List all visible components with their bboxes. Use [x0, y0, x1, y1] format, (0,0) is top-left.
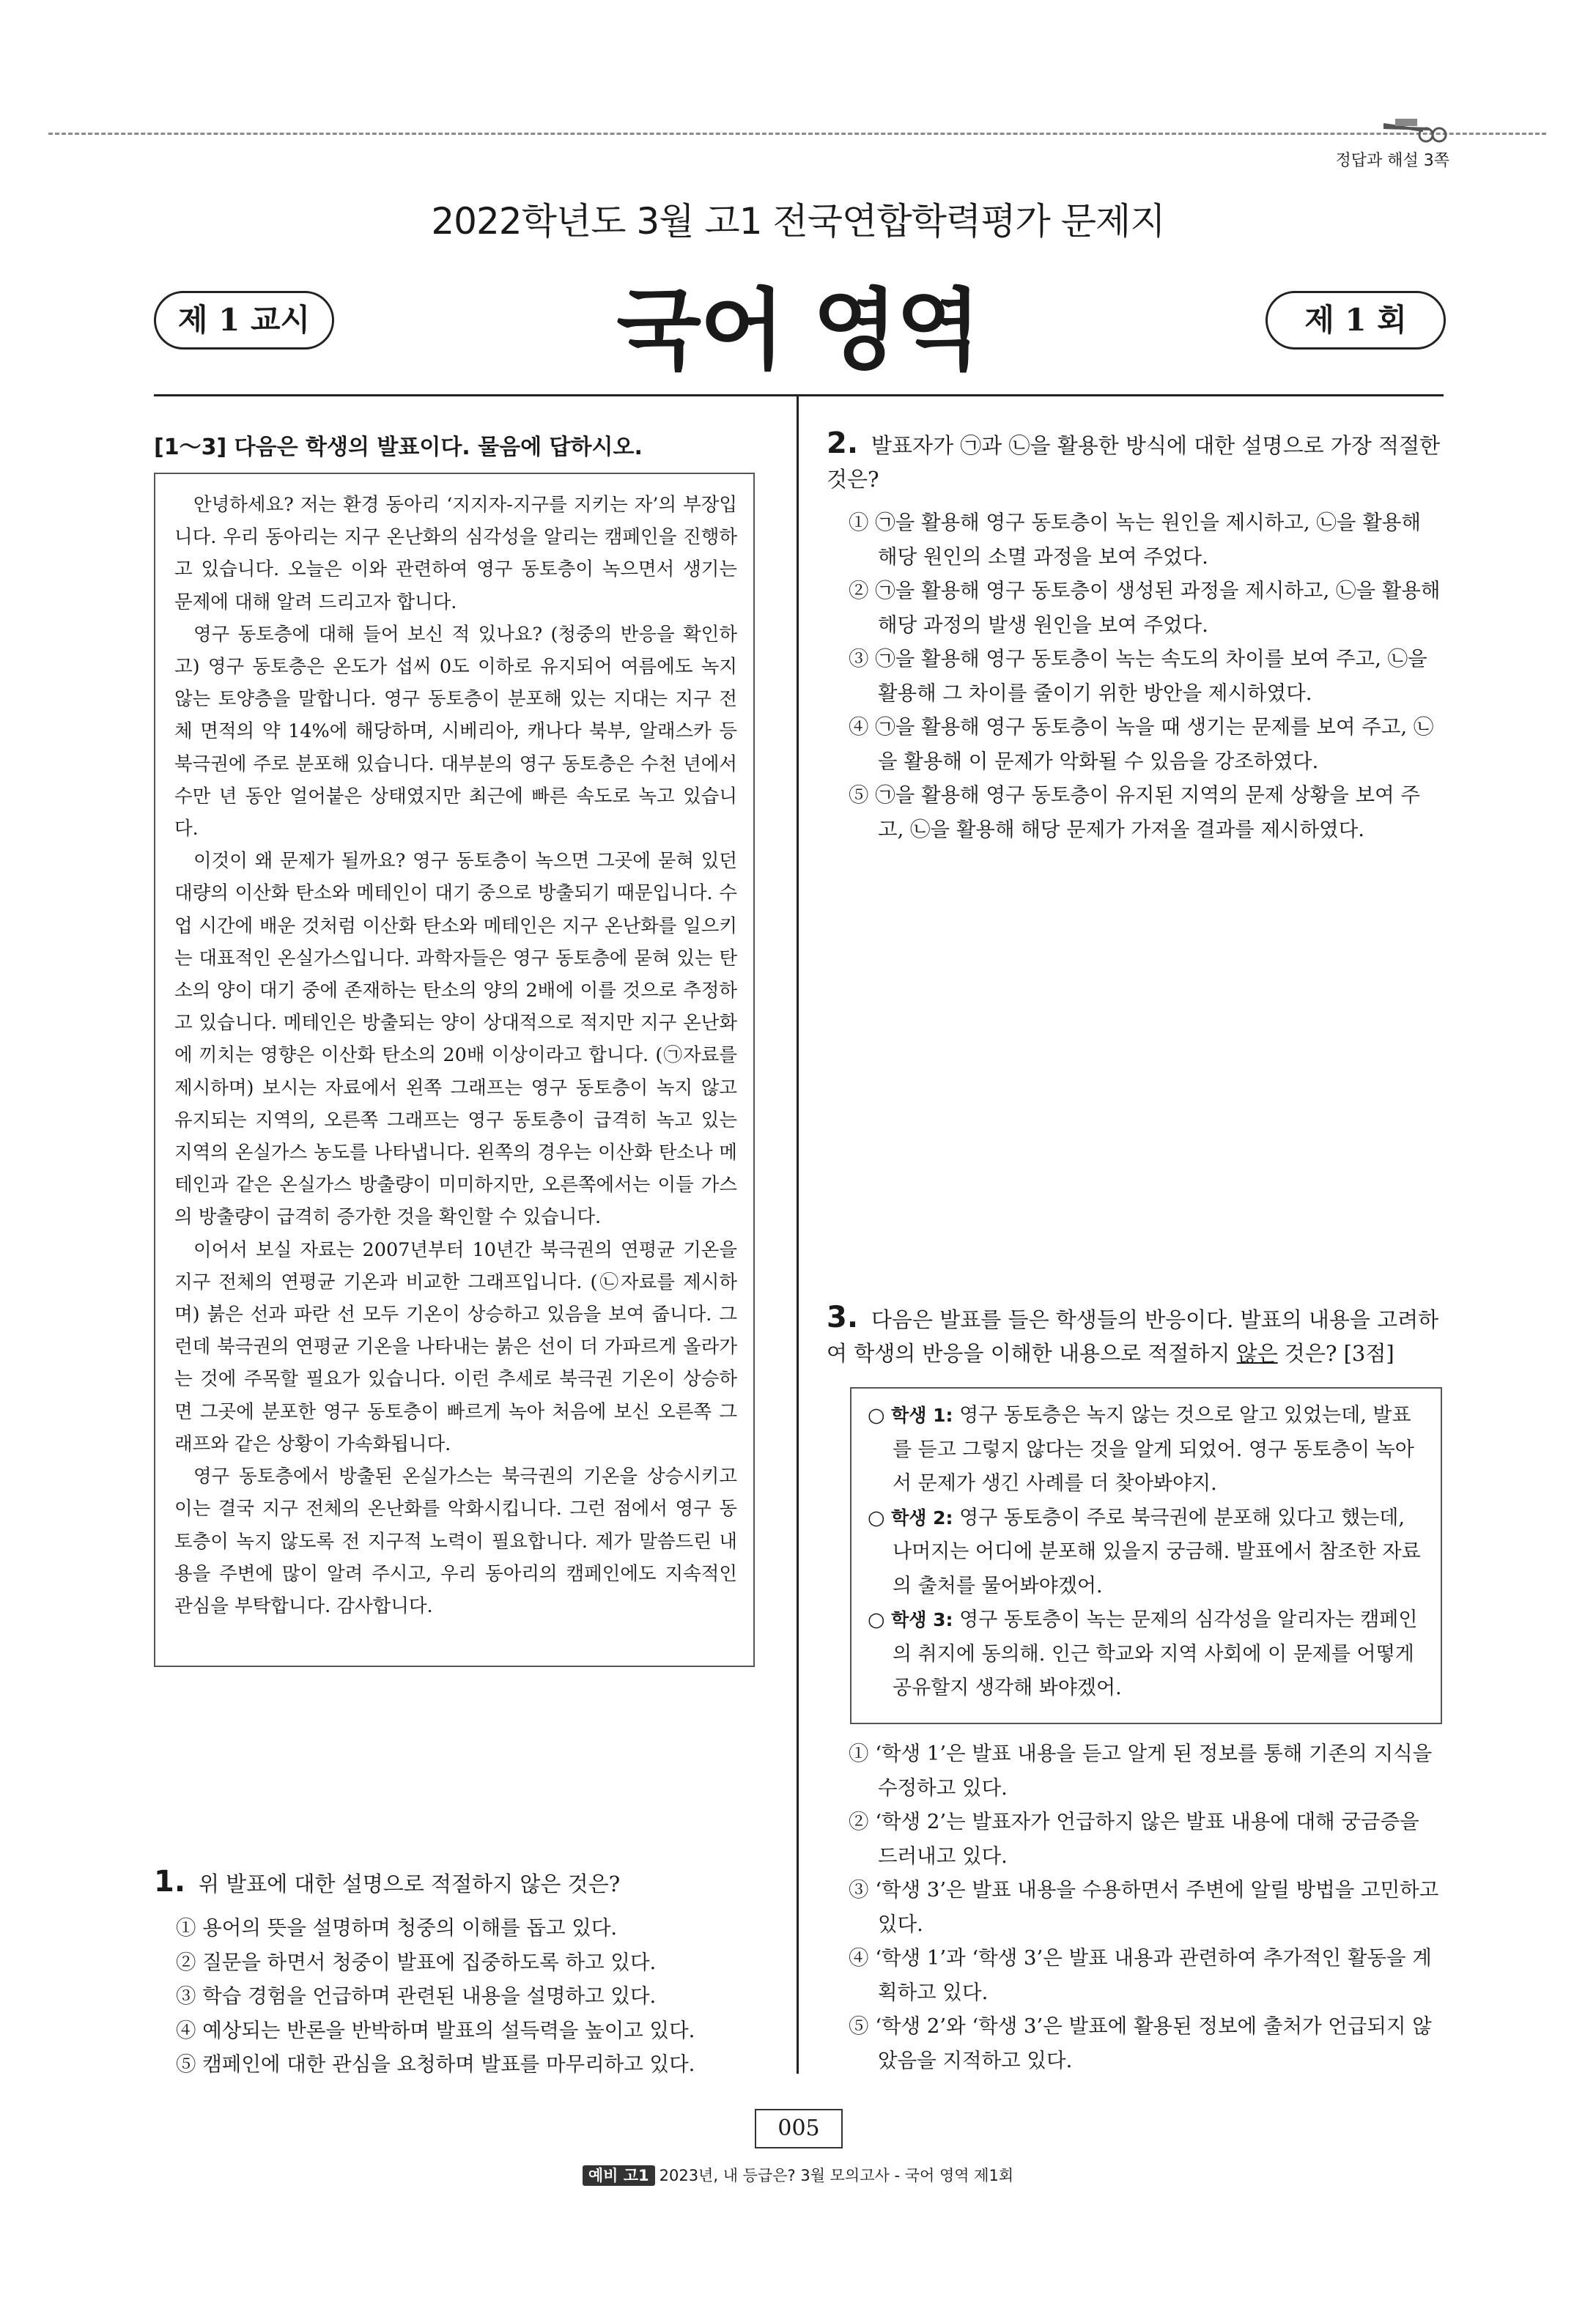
answer-option[interactable]: ⑤ 캠페인에 대한 관심을 요청하며 발표를 마무리하고 있다.	[176, 2052, 695, 2076]
reaction-item	[868, 1603, 1425, 1706]
student-reactions-box	[850, 1387, 1442, 1724]
answer-option[interactable]: ① 용어의 뜻을 설명하며 청중의 이해를 돕고 있다.	[176, 1916, 618, 1940]
question-2-options	[849, 506, 1444, 846]
footer	[0, 2164, 1596, 2186]
column-divider	[797, 394, 799, 2074]
reaction-speaker: 학생 2:	[891, 1507, 953, 1529]
answer-option[interactable]: ③ ㉠을 활용해 영구 동토층이 녹는 속도의 차이를 보여 주고, ㉡을 활용해 그 차이를 줄이기 위한 방안을 제시하였다.	[849, 647, 1427, 705]
reaction-text: 영구 동토층이 녹는 문제의 심각성을 알리자는 캠페인의 취지에 동의해. 인근 학교와 지역 사회에 이 문제를 어떻게 공유할지 생각해 봐야겠어.	[893, 1608, 1418, 1699]
period-badge: 제 1 교시	[154, 291, 334, 350]
section-heading: [1～3] 다음은 학생의 발표이다. 물음에 답하시오.	[154, 435, 643, 460]
question-3-options	[849, 1737, 1444, 2077]
passage-paragraph: 이어서 보실 자료는 2007년부터 10년간 북극권의 연평균 기온을 지구 전체의 연평균 기온과 비교한 그래프입니다. (㉡자료를 제시하며) 붉은 선과 파란 선 모두 기온이 상승하고 있음을 보여 줍니다. 그런데 북극권의 연평균 기온을 나타내는 붉은 선이 더 가파르게 올라가는 것에 주목할 필요가 있습니다. 이런 추세로 북극권 기온이 상승하면 그곳에 분포한 영구 동토층이 빠르게 녹아 처음에 보신 오른쪽 그래프와 같은 상황이 가속화됩니다.	[174, 1238, 737, 1455]
answer-option[interactable]: ③ ‘학생 3’은 발표 내용을 수용하면서 주변에 알릴 방법을 고민하고 있다.	[849, 1878, 1439, 1936]
answer-option[interactable]: ② ‘학생 2’는 발표자가 언급하지 않은 발표 내용에 대해 궁금증을 드러내고 있다.	[849, 1810, 1419, 1868]
footer-tag: 예비 고1	[583, 2165, 655, 2186]
reaction-item	[868, 1501, 1425, 1604]
reaction-text: 영구 동토층은 녹지 않는 것으로 알고 있었는데, 발표를 듣고 그렇지 않다는 것을 알게 되었어. 영구 동토층이 녹아서 문제가 생긴 사례를 더 찾아봐야지.	[893, 1404, 1414, 1495]
question-stem-b: 것은? [3점]	[1277, 1341, 1394, 1366]
circle-bullet-icon: ○	[868, 1404, 892, 1427]
reaction-speaker: 학생 3:	[891, 1609, 953, 1630]
question-2	[827, 426, 1444, 496]
question-number: 2.	[827, 426, 859, 460]
question-stem: 발표자가 ㉠과 ㉡을 활용한 방식에 대한 설명으로 가장 적절한 것은?	[827, 433, 1441, 492]
passage-paragraph: 영구 동토층에서 방출된 온실가스는 북극권의 기온을 상승시키고 이는 결국 지구 전체의 온난화를 악화시킵니다. 그런 점에서 영구 동토층이 녹지 않도록 전 지구적 노력이 필요합니다. 제가 말씀드린 내용을 주변에 많이 알려 주시고, 우리 동아리의 캠페인에도 지속적인 관심을 부탁합니다. 감사합니다.	[174, 1466, 737, 1617]
answer-option[interactable]: ② ㉠을 활용해 영구 동토층이 생성된 과정을 제시하고, ㉡을 활용해 해당 과정의 발생 원인을 보여 주었다.	[849, 579, 1441, 637]
answer-option[interactable]: ③ 학습 경험을 언급하며 관련된 내용을 설명하고 있다.	[176, 1984, 657, 2008]
answer-option[interactable]: ② 질문을 하면서 청중이 발표에 집중하도록 하고 있다.	[176, 1950, 657, 1974]
answer-option[interactable]: ① ‘학생 1’은 발표 내용을 듣고 알게 된 정보를 통해 기존의 지식을 수정하고 있다.	[849, 1742, 1433, 1800]
circle-bullet-icon: ○	[868, 1608, 892, 1631]
exam-title: 국어 영역	[616, 280, 980, 382]
question-1	[154, 1865, 755, 1901]
question-stem-a: 다음은 발표를 들은 학생들의 반응이다. 발표의 내용을 고려하여 학생의 반응을 이해한 내용으로 적절하지	[827, 1307, 1439, 1366]
question-stem: 위 발표에 대한 설명으로 적절하지 않은 것은?	[199, 1871, 621, 1896]
passage-paragraph: 안녕하세요? 저는 환경 동아리 ‘지지자-지구를 지키는 자’의 부장입니다. 우리 동아리는 지구 온난화의 심각성을 알리는 캠페인을 진행하고 있습니다. 오늘은 이와 관련하여 영구 동토층이 녹으면서 생기는 문제에 대해 알려 드리고자 합니다.	[174, 494, 737, 613]
answer-option[interactable]: ④ 예상되는 반론을 반박하며 발표의 설득력을 높이고 있다.	[176, 2018, 695, 2042]
answer-option[interactable]: ⑤ ‘학생 2’와 ‘학생 3’은 발표에 활용된 정보에 출처가 언급되지 않았음을 지적하고 있다.	[849, 2014, 1432, 2072]
footer-text: 2023년, 내 등급은? 3월 모의고사 - 국어 영역 제1회	[659, 2167, 1014, 2184]
question-stem-emphasis: 않은	[1236, 1341, 1278, 1366]
reaction-speaker: 학생 1:	[891, 1405, 953, 1426]
answer-option[interactable]: ④ ㉠을 활용해 영구 동토층이 녹을 때 생기는 문제를 보여 주고, ㉡을 활용해 이 문제가 악화될 수 있음을 강조하였다.	[849, 715, 1434, 773]
answer-reference: 정답과 해설 3쪽	[1335, 152, 1449, 170]
answer-option[interactable]: ⑤ ㉠을 활용해 영구 동토층이 유지된 지역의 문제 상황을 보여 주고, ㉡을 활용해 해당 문제가 가져올 결과를 제시하였다.	[849, 783, 1420, 841]
header-divider	[154, 394, 1444, 396]
question-3	[827, 1301, 1444, 1370]
question-1-options	[176, 1911, 762, 2082]
reaction-item	[868, 1399, 1425, 1501]
reaction-text: 영구 동토층이 주로 북극권에 분포해 있다고 했는데, 나머지는 어디에 분포해 있을지 궁금해. 발표에서 참조한 자료의 출처를 물어봐야겠어.	[893, 1506, 1421, 1597]
question-number: 1.	[154, 1865, 186, 1899]
passage-paragraph: 이것이 왜 문제가 될까요? 영구 동토층이 녹으면 그곳에 묻혀 있던 대량의 이산화 탄소와 메테인이 대기 중으로 방출되기 때문입니다. 수업 시간에 배운 것처럼 이산화 탄소와 메테인은 지구 온난화를 일으키는 대표적인 온실가스입니다. 과학자들은 영구 동토층에 묻혀 있는 탄소의 양이 대기 중에 존재하는 탄소의 양의 2배에 이를 것으로 추정하고 있습니다. 메테인은 방출되는 양이 상대적으로 적지만 지구 온난화에 끼치는 영향은 이산화 탄소의 20배 이상이라고 합니다. (㉠자료를 제시하며) 보시는 자료에서 왼쪽 그래프는 영구 동토층이 녹지 않고 유지되는 지역의, 오른쪽 그래프는 영구 동토층이 급격히 녹고 있는 지역의 온실가스 농도를 나타냅니다. 왼쪽의 경우는 이산화 탄소나 메테인과 같은 온실가스 방출량이 미미하지만, 오른쪽에서는 이들 가스의 방출량이 급격히 증가한 것을 확인할 수 있습니다.	[174, 850, 737, 1229]
answer-option[interactable]: ① ㉠을 활용해 영구 동토층이 녹는 원인을 제시하고, ㉡을 활용해 해당 원인의 소멸 과정을 보여 주었다.	[849, 511, 1421, 569]
circle-bullet-icon: ○	[868, 1506, 892, 1529]
form-badge: 제 1 회	[1266, 291, 1446, 350]
page-number: 005	[755, 2109, 843, 2148]
question-number: 3.	[827, 1301, 859, 1334]
exam-subtitle: 2022학년도 3월 고1 전국연합학력평가 문제지	[431, 200, 1165, 243]
scissors-icon	[1381, 108, 1448, 147]
passage-paragraph: 영구 동토층에 대해 들어 보신 적 있나요? (청중의 반응을 확인하고) 영구 동토층은 온도가 섭씨 0도 이하로 유지되어 여름에도 녹지 않는 토양층을 말합니다. 영구 동토층이 분포해 있는 지대는 지구 전체 면적의 약 14%에 해당하며, 시베리아, 캐나다 북부, 알래스카 등 북극권에 주로 분포해 있습니다. 대부분의 영구 동토층은 수천 년에서 수만 년 동안 얼어붙은 상태였지만 최근에 빠른 속도로 녹고 있습니다.	[174, 623, 737, 840]
answer-option[interactable]: ④ ‘학생 1’과 ‘학생 3’은 발표 내용과 관련하여 추가적인 활동을 계획하고 있다.	[849, 1946, 1432, 2004]
cut-line	[48, 133, 1546, 135]
speech-passage	[154, 473, 755, 1667]
